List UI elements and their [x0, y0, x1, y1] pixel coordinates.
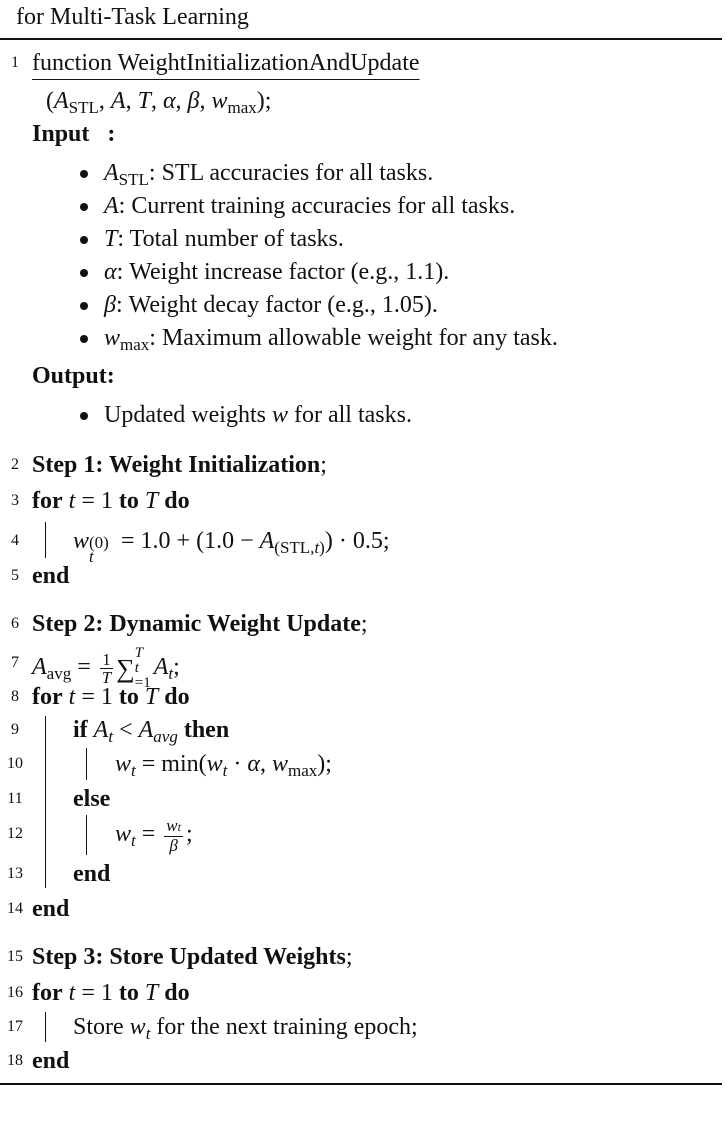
line-number: 3 [11, 492, 19, 509]
line-4: 4 w (0) t = $1.0 + (1.0 - A_{(STL,t)}) \cdot 0.5$; [0, 524, 720, 558]
step-3-label: Step 3: Store Updated Weights [32, 944, 346, 970]
line-number: 2 [11, 456, 19, 473]
line-number: 15 [7, 948, 23, 965]
line-10: 10 $w_t = \min(w_t \cdot \alpha$, $w_{max}$); [0, 747, 720, 781]
line-number: 13 [7, 865, 23, 882]
line-number: 4 [11, 532, 19, 549]
line-8: 8 for t = 1 to T do [0, 680, 720, 714]
line-14: 14 end [0, 892, 720, 926]
line-13: 13 end [0, 857, 720, 891]
function-name: function WeightInitializationAndUpdate [32, 50, 420, 76]
algorithm-caption: for Multi-Task Learning [16, 4, 249, 30]
function-args: ($A_{STL}$, A, T, α, β, $w_{max}$); [46, 88, 272, 117]
line-number: 5 [11, 567, 19, 584]
line-number: 9 [11, 721, 19, 738]
line-15: 15 Step 3: Store Updated Weights; [0, 940, 720, 974]
input-heading: Input : [32, 121, 116, 147]
line-12: 12 $w_t$ = $\frac{wt}{\beta}$ ; [0, 817, 720, 851]
line-17: 17 Store $w_t$ for the next training epoch; [0, 1010, 720, 1044]
line-number: 18 [7, 1052, 23, 1069]
line-number: 17 [7, 1018, 23, 1035]
line-9: 9 if $A_t < A_{avg}$ then [0, 713, 720, 747]
bottom-rule [0, 1083, 722, 1085]
line-number: 16 [7, 984, 23, 1001]
line-16: 16 for t = 1 to T do [0, 976, 720, 1010]
line-number: 14 [7, 900, 23, 917]
line-number: 6 [11, 615, 19, 632]
output-heading: Output: [32, 363, 115, 389]
line-18: 18 end [0, 1044, 720, 1078]
line-number: 8 [11, 688, 19, 705]
top-rule [0, 38, 722, 40]
line-number: 7 [11, 654, 19, 671]
line-1 [0, 46, 720, 80]
line-3: 3 for t = 1 to T do [0, 484, 720, 518]
line-6: 6 Step 2: Dynamic Weight Update; [0, 607, 720, 641]
line-7: 7 $A_{avg}$ = $\frac{1}{T}$ ∑ T t =1 $A_t$; [0, 646, 720, 680]
line-number: 1 [11, 54, 19, 71]
line-number: 10 [7, 755, 23, 772]
line-5: 5 end [0, 559, 720, 593]
block-bar [45, 522, 46, 558]
line-number: 11 [7, 790, 23, 807]
step-1-label: Step 1: Weight Initialization [32, 452, 321, 478]
step-2-label: Step 2: Dynamic Weight Update [32, 611, 361, 637]
line-11: 11 else [0, 782, 720, 816]
line-2: 2 Step 1: Weight Initialization; [0, 448, 720, 482]
line-number: 12 [7, 825, 23, 842]
